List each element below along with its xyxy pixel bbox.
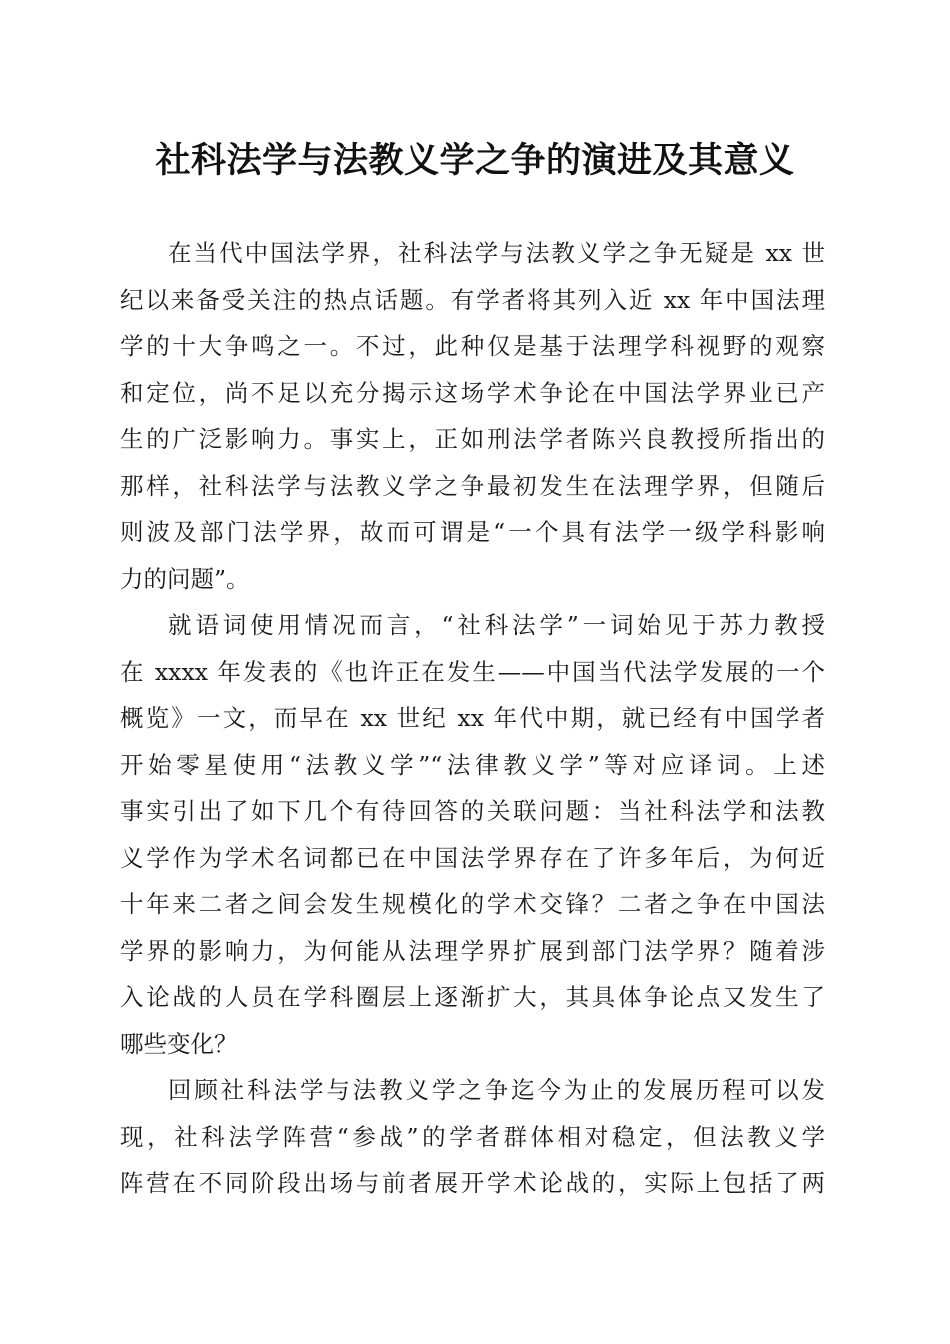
text-line: 入论战的人员在学科圈层上逐渐扩大，其具体争论点又发生了 xyxy=(120,983,825,1011)
paragraph xyxy=(120,602,825,1067)
text-line: 那样，社科法学与法教义学之争最初发生在法理学界，但随后 xyxy=(120,471,825,500)
text-line: 开始零星使用“法教义学”“法律教义学”等对应译词。上述 xyxy=(120,750,825,779)
text-line: 生的广泛影响力。事实上，正如刑法学者陈兴良教授所指出的 xyxy=(120,425,825,453)
text-line: 概览》一文，而早在 xx 世纪 xx 年代中期，就已经有中国学者 xyxy=(120,704,825,732)
text-line: 现，社科法学阵营“参战”的学者群体相对稳定，但法教义学 xyxy=(120,1122,825,1151)
text-line: 和定位，尚不足以充分揭示这场学术争论在中国法学界业已产 xyxy=(120,378,825,407)
text-line: 哪些变化？ xyxy=(120,1029,238,1058)
text-line: 力的问题”。 xyxy=(120,564,250,593)
text-line: 纪以来备受关注的热点话题。有学者将其列入近 xx 年中国法理 xyxy=(120,285,825,314)
text-line: 回顾社科法学与法教义学之争迄今为止的发展历程可以发 xyxy=(168,1076,825,1104)
text-line: 在当代中国法学界，社科法学与法教义学之争无疑是 xx 世 xyxy=(168,239,825,267)
text-line: 学的十大争鸣之一。不过，此种仅是基于法理学科视野的观察 xyxy=(120,332,825,360)
paragraph xyxy=(120,230,825,602)
text-line: 学界的影响力，为何能从法理学界扩展到部门法学界？随着涉 xyxy=(120,936,825,965)
text-line: 则波及部门法学界，故而可谓是“一个具有法学一级学科影响 xyxy=(120,518,825,546)
document-body xyxy=(120,230,825,1207)
text-line: 阵营在不同阶段出场与前者展开学术论战的，实际上包括了两 xyxy=(120,1169,825,1197)
text-line: 义学作为学术名词都已在中国法学界存在了许多年后，为何近 xyxy=(120,843,825,872)
text-line: 十年来二者之间会发生规模化的学术交锋？二者之争在中国法 xyxy=(120,890,825,918)
paragraph xyxy=(120,1067,825,1207)
text-line: 在 xxxx 年发表的《也许正在发生——中国当代法学发展的一个 xyxy=(120,657,825,686)
text-line: 事实引出了如下几个有待回答的关联问题：当社科法学和法教 xyxy=(120,797,825,825)
text-line: 就语词使用情况而言，“社科法学”一词始见于苏力教授 xyxy=(168,611,825,639)
document-title: 社科法学与法教义学之争的演进及其意义 xyxy=(155,140,795,181)
